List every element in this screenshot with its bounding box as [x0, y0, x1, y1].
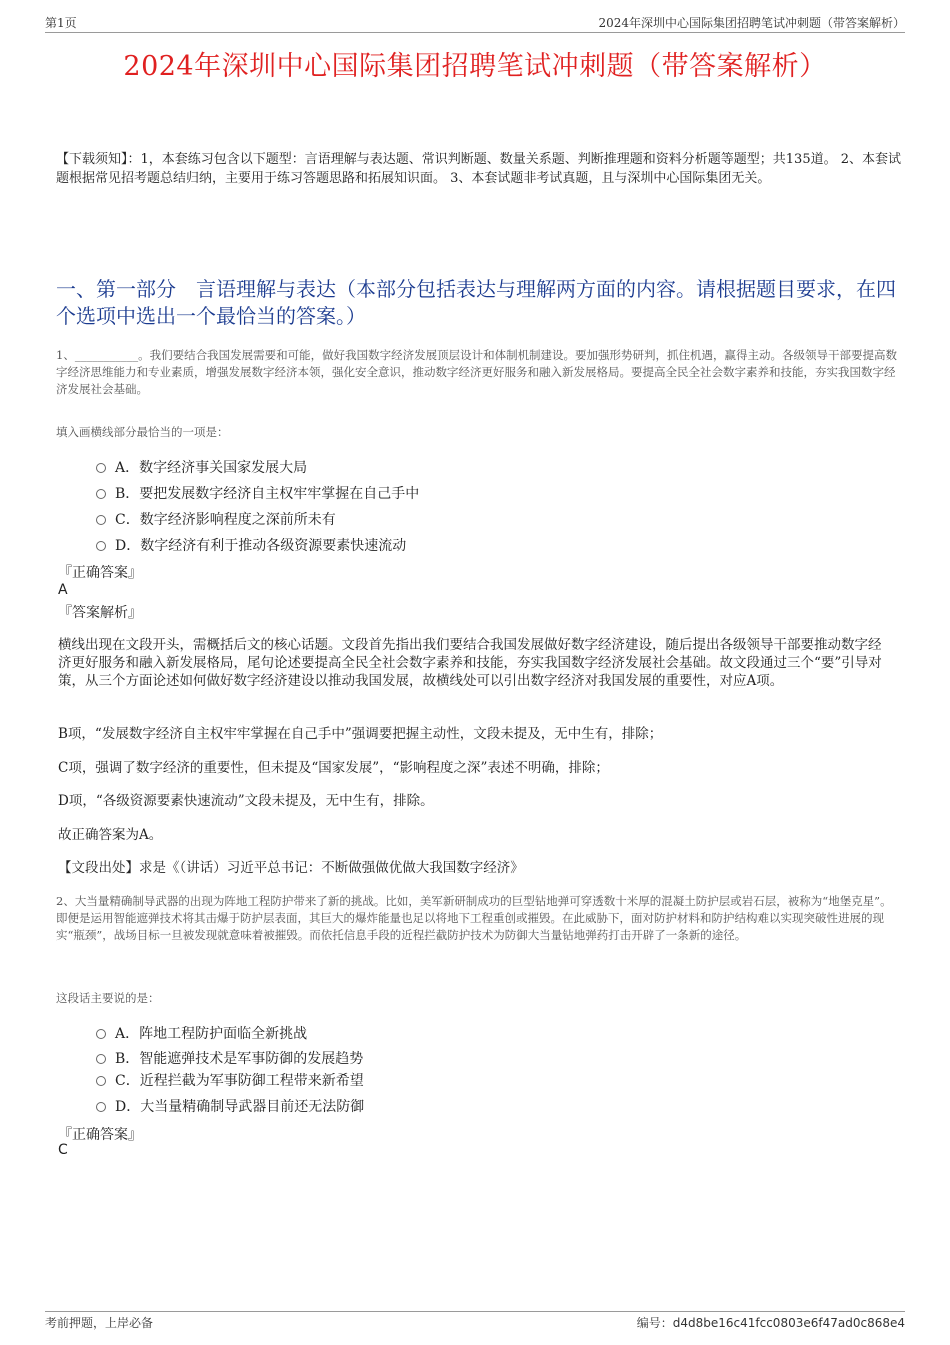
- header-divider: [45, 32, 905, 33]
- question-1-stem: 1、___________。我们要结合我国发展需要和可能，做好我国数字经济发展顶层设计和体制机制建设。要加强形势研判，抓住机遇，赢得主动。各级领导干部要提高数字经济思维能力和专业素质，增强发展数字经济本领，强化安全意识，推动数字经济更好服务和融入新发展格局。要提高全民全社会数字素养和技能，夯实我国数字经济发展社会基础。: [56, 348, 898, 396]
- running-title: 2024年深圳中心国际集团招聘笔试冲刺题（带答案解析）: [598, 16, 905, 30]
- question-2-answer-label: 『正确答案』: [58, 1127, 142, 1143]
- radio-icon[interactable]: [96, 463, 106, 473]
- page-number: 第1页: [45, 16, 77, 30]
- radio-icon[interactable]: [96, 489, 106, 499]
- question-1-analysis-d: D项，“各级资源要素快速流动”文段未提及，无中生有，排除。: [58, 793, 434, 809]
- question-2-answer: C: [58, 1142, 68, 1158]
- footer-slogan: 考前押题，上岸必备: [45, 1316, 154, 1330]
- question-1-option-b[interactable]: B．要把发展数字经济自主权牢牢掌握在自己手中: [96, 483, 419, 503]
- question-2-stem: 2、大当量精确制导武器的出现为阵地工程防护带来了新的挑战。比如，美军新研制成功的巨型钻地弹可穿透数十米厚的混凝土防护层或岩石层，被称为“地堡克星”。即便是运用智能遮弹技术将其击爆于防护层表面，其巨大的爆炸能量也足以将地下工程重创或摧毁。在此威胁下，面对防护材料和防护结构难以实现突破性进展的现实“瓶颈”，战场目标一旦被发现就意味着被摧毁。而依托信息手段的近程拦截防护技术为防御大当量钻地弹药打击开辟了一条新的途径。: [56, 894, 892, 942]
- radio-icon[interactable]: [96, 541, 106, 551]
- question-1-conclusion: 故正确答案为A。: [58, 827, 163, 843]
- radio-icon[interactable]: [96, 1076, 106, 1086]
- footer-divider: [45, 1311, 905, 1312]
- section-heading: 一、第一部分 言语理解与表达（本部分包括表达与理解两方面的内容。请根据题目要求，在四个选项中选出一个最恰当的答案。）: [56, 277, 896, 328]
- radio-icon[interactable]: [96, 515, 106, 525]
- question-2-option-a[interactable]: A．阵地工程防护面临全新挑战: [96, 1023, 307, 1043]
- document-code-label: 编号：: [636, 1316, 673, 1330]
- question-2-option-b[interactable]: B．智能遮弹技术是军事防御的发展趋势: [96, 1048, 363, 1068]
- question-1-answer: A: [58, 582, 68, 598]
- question-1-option-a[interactable]: A．数字经济事关国家发展大局: [96, 457, 307, 477]
- question-1-answer-label: 『正确答案』: [58, 565, 142, 581]
- question-1-option-d[interactable]: D．数字经济有利于推动各级资源要素快速流动: [96, 535, 406, 555]
- document-code-value: d4d8be16c41fcc0803e6f47ad0c868e4: [672, 1316, 905, 1330]
- question-1-prompt: 填入画横线部分最恰当的一项是：: [56, 425, 229, 439]
- question-1-analysis-b: B项，“发展数字经济自主权牢牢掌握在自己手中”强调要把握主动性，文段未提及，无中生有，排除；: [58, 726, 663, 742]
- question-1-source: 【文段出处】求是《（讲话）习近平总书记：不断做强做优做大我国数字经济》: [58, 860, 524, 876]
- radio-icon[interactable]: [96, 1054, 106, 1064]
- radio-icon[interactable]: [96, 1102, 106, 1112]
- question-1-analysis-label: 『答案解析』: [58, 605, 142, 621]
- question-1-option-c[interactable]: C．数字经济影响程度之深前所未有: [96, 509, 336, 529]
- page-title: 2024年深圳中心国际集团招聘笔试冲刺题（带答案解析）: [123, 51, 827, 82]
- question-2-option-c[interactable]: C．近程拦截为军事防御工程带来新希望: [96, 1070, 364, 1090]
- document-code: [637, 1314, 905, 1331]
- question-2-prompt: 这段话主要说的是：: [56, 991, 160, 1005]
- download-notice: 【下载须知】：1，本套练习包含以下题型：言语理解与表达题、常识判断题、数量关系题、判断推理题和资料分析题等题型；共135道。 2、本套试题根据常见招考题总结归纳，主要用于练习答题思路和拓展知识面。 3、本套试题非考试真题，且与深圳中心国际集团无关。: [56, 152, 901, 186]
- question-1-analysis-main: 横线出现在文段开头，需概括后文的核心话题。文段首先指出我们要结合我国发展做好数字经济建设，随后提出各级领导干部要推动数字经济更好服务和融入新发展格局，尾句论述要提高全民全社会数字素养和技能，夯实我国数字经济发展社会基础。故文段通过三个“要”引导对策，从三个方面论述如何做好数字经济建设以推动我国发展，故横线处可以引出数字经济对我国发展的重要性，对应A项。: [58, 637, 882, 689]
- question-2-option-d[interactable]: D．大当量精确制导武器目前还无法防御: [96, 1096, 364, 1116]
- question-1-analysis-c: C项，强调了数字经济的重要性，但未提及“国家发展”，“影响程度之深”表述不明确，排除；: [58, 760, 609, 776]
- radio-icon[interactable]: [96, 1029, 106, 1039]
